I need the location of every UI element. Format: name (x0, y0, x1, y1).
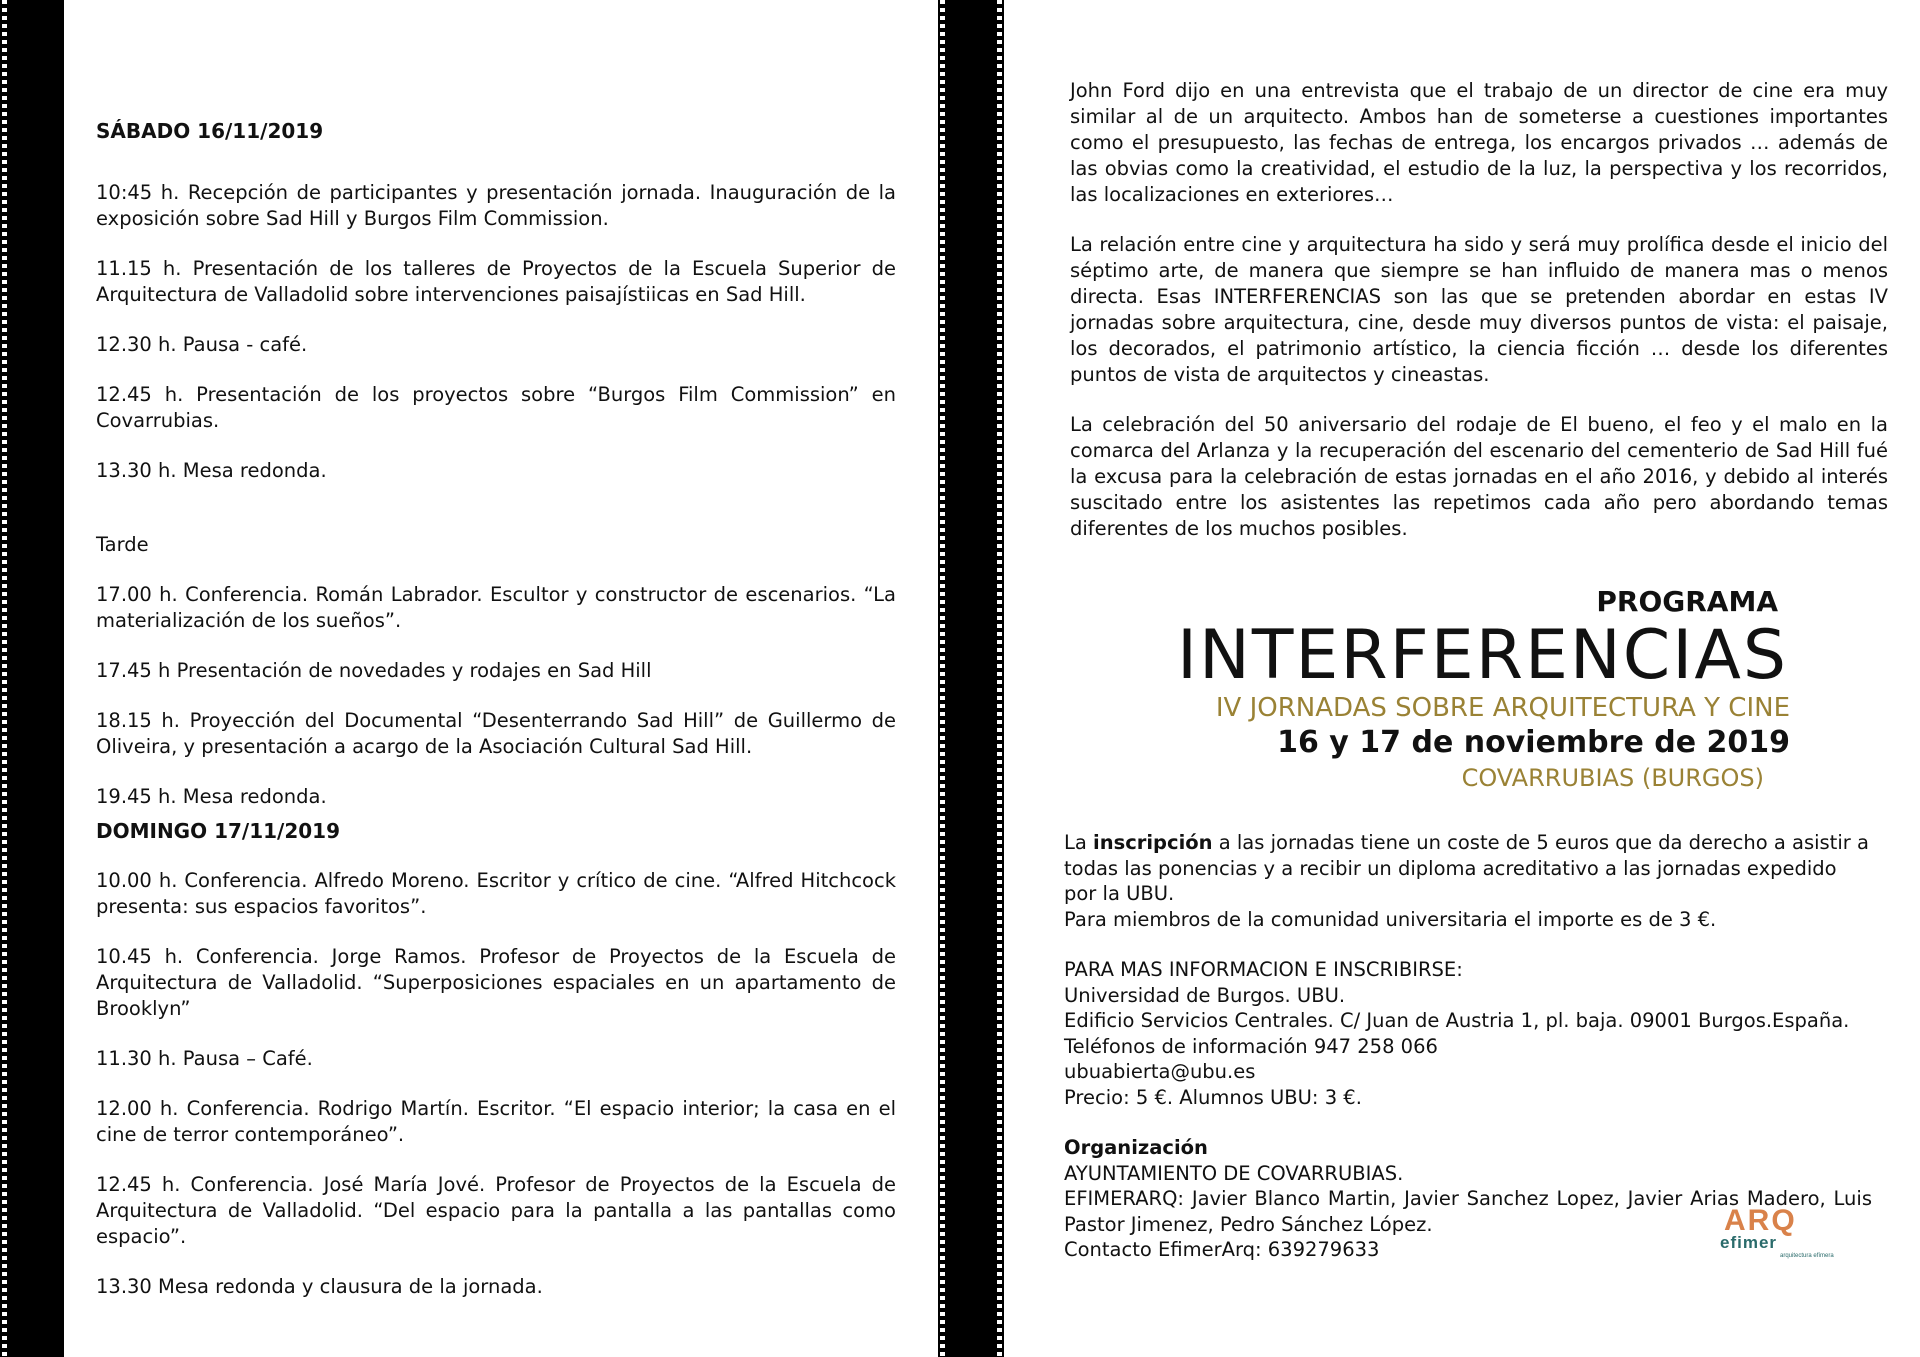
schedule-item: 13.30 Mesa redonda y clausura de la jornada. (96, 1275, 543, 1298)
event-title: INTERFERENCIAS (1176, 616, 1788, 695)
contact-line: Edificio Servicios Centrales. C/ Juan de Austria 1, pl. baja. 09001 Burgos.España. (1064, 1009, 1850, 1032)
schedule-item: 12.00 h. Conferencia. Rodrigo Martín. Escritor. “El espacio interior; la casa en el cine de terror contemporáneo”. (96, 1097, 896, 1146)
schedule-item: 12.30 h. Pausa - café. (96, 333, 308, 356)
schedule-item: 13.30 h. Mesa redonda. (96, 459, 327, 482)
contact-line: Teléfonos de información 947 258 066 (1064, 1034, 1438, 1058)
schedule-item: 17.45 h Presentación de novedades y rodajes en Sad Hill (96, 659, 652, 682)
schedule-item: 10.00 h. Conferencia. Alfredo Moreno. Escritor y crítico de cine. “Alfred Hitchcock presenta: sus espacios favoritos”. (96, 869, 896, 918)
inscription-keyword: inscripción (1093, 831, 1213, 854)
event-dates: 16 y 17 de noviembre de 2019 (1277, 725, 1790, 760)
schedule-item: 12.45 h. Presentación de los proyectos sobre “Burgos Film Commission” en Covarrubias. (96, 383, 896, 432)
efimerarq-logo-graphic (1718, 1200, 1838, 1260)
film-strip-left (0, 0, 64, 1357)
schedule-item: 17.00 h. Conferencia. Román Labrador. Escultor y constructor de escenarios. “La materialización de los sueños”. (96, 583, 896, 632)
efimerarq-logo (1718, 1200, 1838, 1260)
schedule-item: 10:45 h. Recepción de participantes y presentación jornada. Inauguración de la exposición sobre Sad Hill y Burgos Film Commission. (96, 181, 896, 230)
intro-paragraph: La relación entre cine y arquitectura ha sido y será muy prolífica desde el inicio del séptimo arte, de manera que siempre se han influido de manera mas o menos directa. Esas INTERFERENCIAS son las que se pretenden abordar en estas IV jornadas sobre arquitectura, cine, desde muy diversos puntos de vista: el paisaje, los decorados, el patrimonio artístico, la ciencia ficción … desde los diferentes puntos de vista de arquitectos y cineastas. (1070, 233, 1888, 386)
contact-line: PARA MAS INFORMACION E INSCRIBIRSE: (1064, 958, 1463, 981)
schedule-item: 18.15 h. Proyección del Documental “Desenterrando Sad Hill” de Guillermo de Oliveira, y presentación a acargo de la Asociación Cultural Sad Hill. (96, 709, 896, 758)
logo-top-text: ARQ (1724, 1204, 1797, 1237)
organization-line: Contacto EfimerArq: 639279633 (1064, 1238, 1380, 1261)
event-place: COVARRUBIAS (BURGOS) (1461, 764, 1764, 792)
inscription-prefix: La (1064, 831, 1094, 854)
logo-bottom-text: efimer (1720, 1233, 1778, 1252)
organization-line: EFIMERARQ: Javier Blanco Martin, Javier Sanchez Lopez, Javier Arias Madero, Luis Pastor Jimenez, Pedro Sánchez López. (1064, 1187, 1872, 1236)
schedule-item: 19.45 h. Mesa redonda. (96, 785, 327, 808)
contact-email: ubuabierta@ubu.es (1064, 1060, 1256, 1083)
logo-small-text: arquitectura efímera (1780, 1253, 1834, 1259)
intro-paragraph: John Ford dijo en una entrevista que el trabajo de un director de cine era muy similar al de un arquitecto. Ambos han de someterse a cuestiones importantes como el presupuesto, las fechas de entrega, los encargos privados … además de las obvias como la creatividad, el estudio de la luz, la perspectiva y los recorridos, las localizaciones en exteriores… (1070, 79, 1888, 206)
schedule-item: 11.15 h. Presentación de los talleres de Proyectos de la Escuela Superior de Arquitectura de Valladolid sobre intervenciones paisajístiicas en Sad Hill. (96, 257, 896, 306)
inscription-text (1064, 830, 1872, 907)
event-subtitle: IV JORNADAS SOBRE ARQUITECTURA Y CINE (1215, 693, 1790, 723)
registration-info (1064, 830, 1872, 1263)
afternoon-label: Tarde (96, 533, 149, 556)
contact-line: Precio: 5 €. Alumnos UBU: 3 €. (1064, 1085, 1362, 1109)
event-title-block (1158, 585, 1858, 793)
day-heading: SÁBADO 16/11/2019 (96, 119, 324, 143)
intro-paragraph: La celebración del 50 aniversario del rodaje de El bueno, el feo y el malo en la comarca del Arlanza y la recuperación del escenario del cementerio de Sad Hill fué la excusa para la celebración de estas jornadas en el año 2016, y debido al interés suscitado entre los asistentes las repetimos cada año pero abordando temas diferentes de los muchos posibles. (1070, 413, 1888, 540)
film-perforations (997, 0, 1002, 1357)
film-perforations (940, 0, 945, 1357)
programa-label: PROGRAMA (1596, 585, 1778, 618)
film-strip-center (938, 0, 1004, 1357)
intro-column (1070, 78, 1888, 566)
inscription-line: Para miembros de la comunidad universitaria el importe es de 3 €. (1064, 907, 1717, 931)
day-heading: DOMINGO 17/11/2019 (96, 819, 341, 843)
schedule-column (96, 118, 896, 1324)
schedule-item: 10.45 h. Conferencia. Jorge Ramos. Profesor de Proyectos de la Escuela de Arquitectura de Valladolid. “Superposiciones espaciales en un apartamento de Brooklyn” (96, 945, 896, 1020)
organization-line: AYUNTAMIENTO DE COVARRUBIAS. (1064, 1161, 1404, 1185)
schedule-item: 11.30 h. Pausa – Café. (96, 1047, 313, 1070)
contact-line: Universidad de Burgos. UBU. (1064, 983, 1346, 1007)
organization-heading: Organización (1064, 1136, 1208, 1159)
film-perforations (2, 0, 7, 1357)
inscription-rest: a las jornadas tiene un coste de 5 euros que da derecho a asistir a todas las ponencias y a recibir un diploma acreditativo a las jornadas expedido por la UBU. (1064, 831, 1869, 905)
schedule-item: 12.45 h. Conferencia. José María Jové. Profesor de Proyectos de la Escuela de Arquitectura de Valladolid. “Del espacio para la pantalla a las pantallas como espacio”. (96, 1173, 896, 1248)
